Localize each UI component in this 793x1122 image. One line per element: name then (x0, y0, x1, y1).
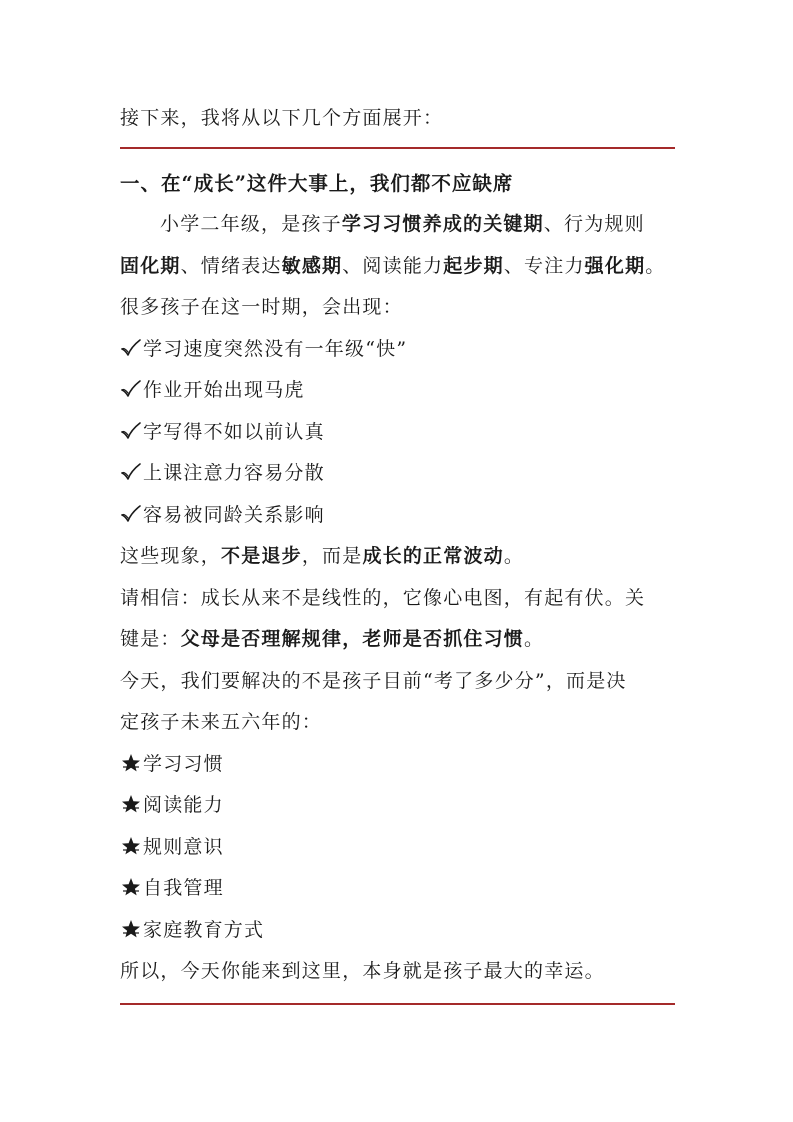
star-list-item (120, 868, 675, 910)
para1-bold-start: 起步期 (443, 254, 504, 277)
check-list (120, 329, 675, 537)
para3-text: 。 (524, 628, 545, 650)
check-list-item (120, 329, 675, 371)
closing-text: 所以，今天你能来到这里，本身就是孩子最大的幸运。 (120, 960, 605, 982)
document-body (120, 98, 675, 1005)
para1-text: 小学二年级，是孩子 (160, 213, 342, 235)
star-icon (120, 919, 142, 939)
star-list-item (120, 744, 675, 786)
intro-text: 接下来，我将从以下几个方面展开： (120, 107, 444, 129)
para2-bold-not-regression: 不是退步 (221, 545, 302, 567)
star-item-text: 规则意识 (143, 835, 224, 858)
para1-text: 、情绪表达 (180, 254, 282, 277)
para2-text: ，而是 (301, 545, 363, 567)
check-item-text: 字写得不如以前认真 (143, 420, 325, 443)
para3-text: 键是： (120, 628, 181, 650)
para2 (120, 536, 675, 578)
star-item-text: 阅读能力 (143, 794, 224, 816)
star-list (120, 744, 675, 952)
para1-text: 、专注力 (503, 254, 585, 277)
para1-text: 、阅读能力 (342, 254, 444, 277)
star-item-text: 自我管理 (143, 877, 224, 899)
para1-text: 。 (645, 254, 666, 277)
para1-bold-strengthen: 强化期 (584, 254, 646, 277)
top-divider (120, 147, 675, 149)
star-list-item (120, 910, 675, 952)
check-list-item (120, 495, 675, 537)
check-item-text: 上课注意力容易分散 (143, 462, 325, 484)
section-heading: 一、在“成长”这件大事上，我们都不应缺席 (120, 171, 514, 195)
check-icon (120, 462, 142, 482)
para1-line2 (120, 246, 675, 288)
para4-line1: 今天，我们要解决的不是孩子目前“考了多少分”，而是决 (120, 669, 627, 692)
check-list-item (120, 453, 675, 495)
star-icon (120, 794, 142, 814)
bottom-divider (120, 1003, 675, 1005)
para1-tail: 很多孩子在这一时期，会出现： (120, 296, 403, 318)
para3-bold-key-point: 父母是否理解规律，老师是否抓住习惯 (180, 628, 525, 650)
check-icon (120, 338, 142, 358)
check-icon (120, 379, 142, 399)
star-list-item (120, 785, 675, 827)
check-list-item (120, 412, 675, 454)
para4-line2: 定孩子未来五六年的： (120, 711, 323, 733)
star-list-item (120, 827, 675, 869)
star-icon (120, 836, 142, 856)
check-icon (120, 421, 142, 441)
check-icon (120, 504, 142, 524)
check-list-item (120, 370, 675, 412)
para2-bold-normal-fluctuation: 成长的正常波动 (362, 545, 504, 567)
check-item-text: 容易被同龄关系影响 (143, 503, 325, 526)
star-icon (120, 753, 142, 773)
star-item-text: 学习习惯 (143, 752, 224, 775)
para1-bold-fixation: 固化期 (120, 254, 181, 277)
para3-line1: 请相信：成长从来不是线性的，它像心电图，有起有伏。关 (120, 586, 646, 609)
para1-text: 、行为规则 (543, 213, 645, 235)
para1-bold-key-period: 学习习惯养成的关键期 (341, 213, 544, 235)
para1-bold-sensitive: 敏感期 (281, 254, 343, 277)
star-item-text: 家庭教育方式 (143, 918, 265, 941)
para2-text: 这些现象， (120, 545, 222, 567)
star-icon (120, 877, 142, 897)
check-item-text: 学习速度突然没有一年级“快” (143, 337, 408, 360)
check-item-text: 作业开始出现马虎 (143, 379, 305, 401)
para3-line2 (120, 619, 675, 661)
para1-line1 (120, 204, 675, 246)
para2-text: 。 (503, 545, 525, 567)
